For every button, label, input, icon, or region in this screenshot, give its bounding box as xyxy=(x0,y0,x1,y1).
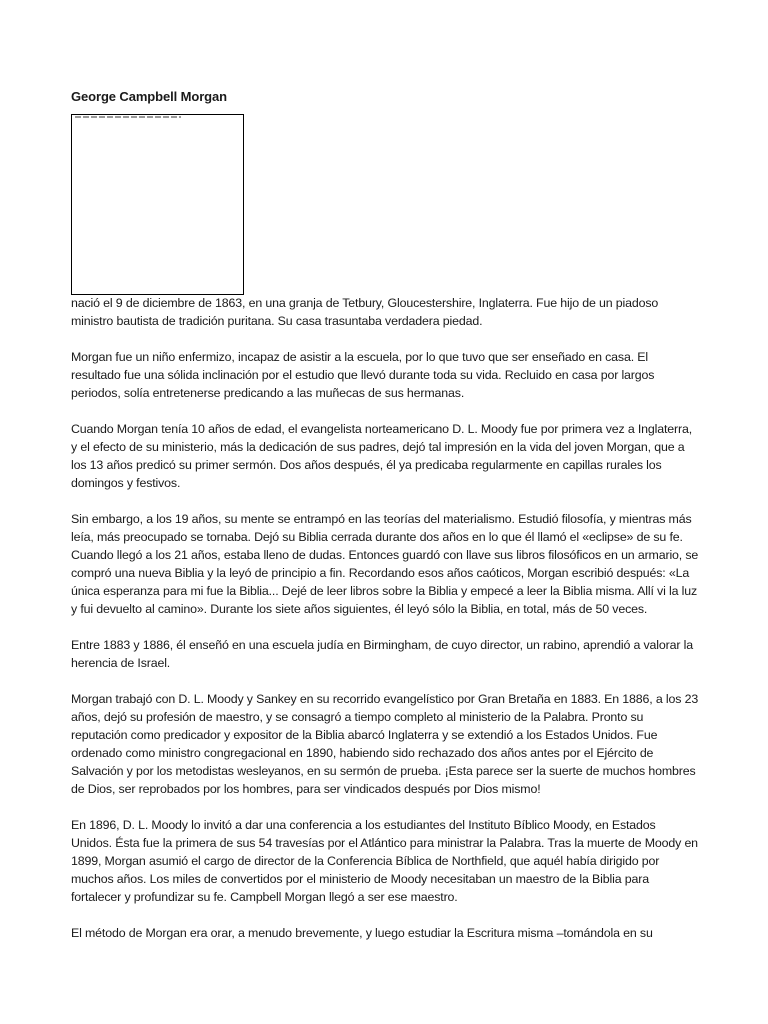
paragraph: Morgan fue un niño enfermizo, incapaz de asistir a la escuela, por lo que tuvo que ser enseñado en casa. El resultado fue una sólida inclinación por el estudio que llevó durante toda su vida. Recluido en casa por largos periodos, solía entretenerse predicando a las muñecas de sus hermanas. xyxy=(71,350,655,400)
paragraph: El método de Morgan era orar, a menudo brevemente, y luego estudiar la Escritura misma –tomándola en su xyxy=(71,926,653,940)
document-body xyxy=(71,294,699,960)
portrait-image-placeholder xyxy=(71,114,244,295)
image-caption-text xyxy=(75,116,181,118)
document-title: George Campbell Morgan xyxy=(71,89,227,104)
paragraph: nació el 9 de diciembre de 1863, en una granja de Tetbury, Gloucestershire, Inglaterra. Fue hijo de un piadoso ministro bautista de tradición puritana. Su casa trasuntaba verdadera piedad. xyxy=(71,296,659,328)
paragraph: Morgan trabajó con D. L. Moody y Sankey en su recorrido evangelístico por Gran Bretaña en 1883. En 1886, a los 23 años, dejó su profesión de maestro, y se consagró a tiempo completo al ministerio de la Palabra. Pronto su reputación como predicador y expositor de la Biblia abarcó Inglaterra y se extendió a los Estados Unidos. Fue ordenado como ministro congregacional en 1890, habiendo sido rechazado dos años antes por el Ejército de Salvación y por los metodistas wesleyanos, en su sermón de prueba. ¡Esta parece ser la suerte de muchos hombres de Dios, ser reprobados por los hombres, para ser vindicados después por Dios mismo! xyxy=(71,692,699,796)
paragraph: Entre 1883 y 1886, él enseñó en una escuela judía en Birmingham, de cuyo director, un rabino, aprendió a valorar la herencia de Israel. xyxy=(71,638,693,670)
paragraph: Cuando Morgan tenía 10 años de edad, el evangelista norteamericano D. L. Moody fue por primera vez a Inglaterra, y el efecto de su ministerio, más la dedicación de sus padres, dejó tal impresión en la vida del joven Morgan, que a los 13 años predicó su primer sermón. Dos años después, él ya predicaba regularmente en capillas rurales los domingos y festivos. xyxy=(71,422,693,490)
paragraph: Sin embargo, a los 19 años, su mente se entrampó en las teorías del materialismo. Estudió filosofía, y mientras más leía, más preocupado se tornaba. Dejó su Biblia cerrada durante dos años en lo que él llamó el «eclipse» de su fe. Cuando llegó a los 21 años, estaba lleno de dudas. Entonces guardó con llave sus libros filosóficos en un armario, se compró una nueva Biblia y la leyó de principio a fin. Recordando esos años caóticos, Morgan escribió después: «La única esperanza para mi fue la Biblia... Dejé de leer libros sobre la Biblia y empecé a leer la Biblia misma. Allí vi la luz y fui devuelto al camino». Durante los siete años siguientes, él leyó sólo la Biblia, en total, más de 50 veces. xyxy=(71,512,699,616)
paragraph: En 1896, D. L. Moody lo invitó a dar una conferencia a los estudiantes del Instituto Bíblico Moody, en Estados Unidos. Ésta fue la primera de sus 54 travesías por el Atlántico para ministrar la Palabra. Tras la muerte de Moody en 1899, Morgan asumió el cargo de director de la Conferencia Bíblica de Northfield, que aquél había dirigido por muchos años. Los miles de convertidos por el ministerio de Moody necesitaban un maestro de la Biblia para fortalecer y profundizar su fe. Campbell Morgan llegó a ser ese maestro. xyxy=(71,818,698,904)
